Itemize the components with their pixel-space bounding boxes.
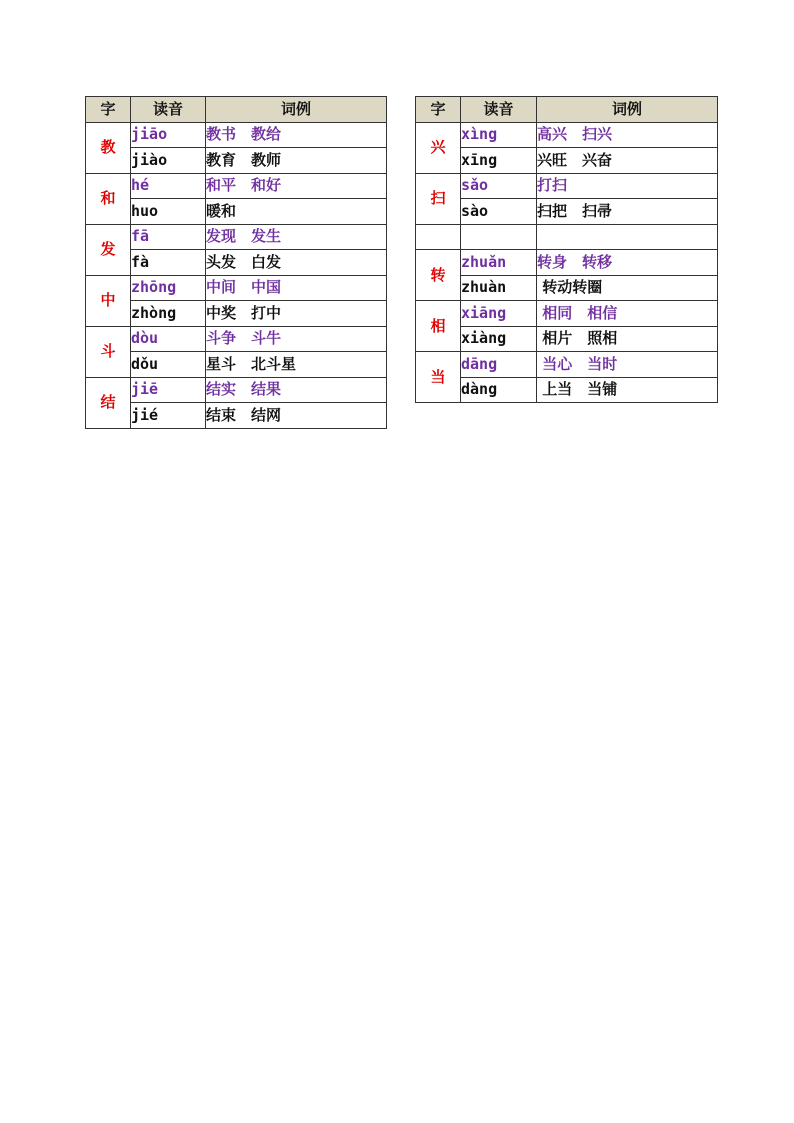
example-cell: 相片 照相 — [537, 326, 718, 352]
char-cell: 扫 — [416, 173, 461, 224]
pinyin-cell: jiē — [131, 377, 206, 403]
char-cell: 和 — [86, 173, 131, 224]
example-cell: 教书 教给 — [206, 122, 387, 148]
pinyin-cell: zhuǎn — [461, 250, 537, 276]
example-cell: 头发 白发 — [206, 250, 387, 276]
char-cell: 发 — [86, 224, 131, 275]
char-cell: 结 — [86, 377, 131, 428]
table-row — [416, 148, 718, 174]
table-row — [86, 352, 387, 378]
pinyin-cell: sào — [461, 199, 537, 225]
header-reading: 读音 — [131, 97, 206, 123]
empty-cell — [537, 224, 718, 250]
example-cell: 高兴 扫兴 — [537, 122, 718, 148]
pinyin-cell: huo — [131, 199, 206, 225]
char-cell: 兴 — [416, 122, 461, 173]
table-row — [86, 148, 387, 174]
example-cell: 中奖 打中 — [206, 301, 387, 327]
pinyin-cell: jiào — [131, 148, 206, 174]
header-examples: 词例 — [206, 97, 387, 123]
pinyin-cell: zhōng — [131, 275, 206, 301]
example-cell: 结束 结网 — [206, 403, 387, 429]
pinyin-cell: hé — [131, 173, 206, 199]
header-row — [86, 97, 387, 123]
pinyin-cell: sǎo — [461, 173, 537, 199]
example-cell: 上当 当铺 — [537, 377, 718, 403]
table-row — [86, 377, 387, 403]
right-polyphone-table — [415, 96, 718, 403]
pinyin-cell: dāng — [461, 352, 537, 378]
pinyin-cell: xìng — [461, 122, 537, 148]
char-cell: 当 — [416, 352, 461, 403]
pinyin-cell: xiāng — [461, 301, 537, 327]
pinyin-cell: fà — [131, 250, 206, 276]
char-cell: 转 — [416, 250, 461, 301]
char-cell: 教 — [86, 122, 131, 173]
header-examples: 词例 — [537, 97, 718, 123]
header-char: 字 — [416, 97, 461, 123]
pinyin-cell: dàng — [461, 377, 537, 403]
example-cell: 兴旺 兴奋 — [537, 148, 718, 174]
example-cell: 发现 发生 — [206, 224, 387, 250]
pinyin-cell: dǒu — [131, 352, 206, 378]
pinyin-cell: fā — [131, 224, 206, 250]
empty-cell — [416, 224, 461, 250]
example-cell: 斗争 斗牛 — [206, 326, 387, 352]
pinyin-cell: dòu — [131, 326, 206, 352]
table-row — [86, 301, 387, 327]
table-row — [416, 377, 718, 403]
table-row — [86, 122, 387, 148]
table-row — [86, 173, 387, 199]
empty-row — [416, 224, 718, 250]
example-cell: 转身 转移 — [537, 250, 718, 276]
table-row — [416, 301, 718, 327]
example-cell: 教育 教师 — [206, 148, 387, 174]
pinyin-cell: jié — [131, 403, 206, 429]
example-cell: 打扫 — [537, 173, 718, 199]
table-row — [416, 275, 718, 301]
table-row — [416, 199, 718, 225]
pinyin-cell: zhòng — [131, 301, 206, 327]
header-char: 字 — [86, 97, 131, 123]
table-row — [416, 173, 718, 199]
table-row — [86, 275, 387, 301]
example-cell: 当心 当时 — [537, 352, 718, 378]
pinyin-cell: xiàng — [461, 326, 537, 352]
table-row — [86, 250, 387, 276]
table-row — [416, 122, 718, 148]
example-cell: 暖和 — [206, 199, 387, 225]
example-cell: 和平 和好 — [206, 173, 387, 199]
example-cell: 中间 中国 — [206, 275, 387, 301]
table-row — [416, 326, 718, 352]
left-polyphone-table — [85, 96, 387, 429]
example-cell: 扫把 扫帚 — [537, 199, 718, 225]
table-row — [86, 403, 387, 429]
table-row — [416, 352, 718, 378]
char-cell: 中 — [86, 275, 131, 326]
table-row — [416, 250, 718, 276]
pinyin-cell: xīng — [461, 148, 537, 174]
example-cell: 转动转圈 — [537, 275, 718, 301]
table-row — [86, 199, 387, 225]
pinyin-cell: zhuàn — [461, 275, 537, 301]
pinyin-cell: jiāo — [131, 122, 206, 148]
header-row — [416, 97, 718, 123]
example-cell: 结实 结果 — [206, 377, 387, 403]
char-cell: 相 — [416, 301, 461, 352]
header-reading: 读音 — [461, 97, 537, 123]
empty-cell — [461, 224, 537, 250]
example-cell: 相同 相信 — [537, 301, 718, 327]
table-row — [86, 224, 387, 250]
table-row — [86, 326, 387, 352]
char-cell: 斗 — [86, 326, 131, 377]
example-cell: 星斗 北斗星 — [206, 352, 387, 378]
